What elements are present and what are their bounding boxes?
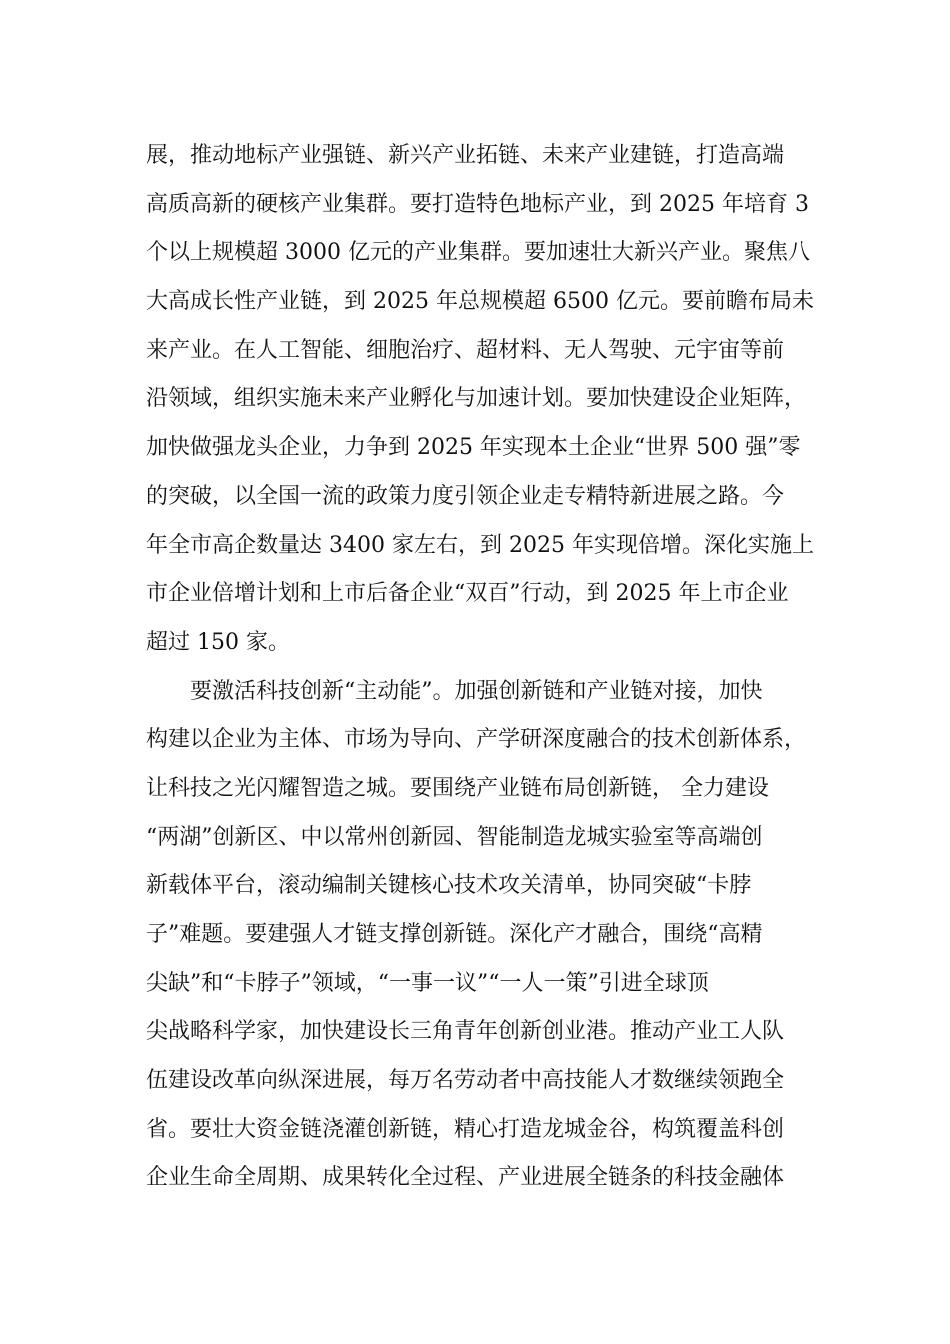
text-line: 展，推动地标产业强链、新兴产业拓链、未来产业建链，打造高端 — [146, 143, 785, 168]
text-line: 伍建设改革向纵深进展，每万名劳动者中高技能人才数继续领跑全 — [146, 1068, 785, 1094]
text-line: 尖战略科学家，加快建设长三角青年创新创业港。推动产业工人队 — [146, 1019, 785, 1045]
text-line: “两湖”创新区、中以常州创新园、智能制造龙城实验室等高端创 — [146, 824, 763, 850]
paragraph-1 — [146, 132, 814, 668]
paragraph-2 — [146, 668, 810, 1204]
text-line: 超过 150 家。 — [146, 629, 290, 655]
text-line: 构建以企业为主体、市场为导向、产学研深度融合的技术创新体系， — [146, 727, 807, 753]
body-text — [146, 132, 814, 1203]
text-line: 的突破，以全国一流的政策力度引领企业走专精特新进展之路。今 — [146, 483, 785, 509]
text-line: 大高成长性产业链，到 2025 年总规模超 6500 亿元。要前瞻布局未 — [146, 289, 814, 315]
text-line: 企业生命全周期、成果转化全过程、产业进展全链条的科技金融体 — [146, 1165, 785, 1191]
text-line: 尖缺”和“卡脖子”领域，“一事一议”“一人一策”引进全球顶 — [146, 970, 709, 996]
text-line: 来产业。在人工智能、细胞治疗、超材料、无人驾驶、元宇宙等前 — [146, 337, 785, 363]
text-line: 省。要壮大资金链浇灌创新链，精心打造龙城金谷，构筑覆盖科创 — [146, 1116, 785, 1142]
text-line: 子”难题。要建强人才链支撑创新链。深化产才融合，围绕“高精 — [146, 922, 763, 947]
text-line: 沿领域，组织实施未来产业孵化与加速计划。要加快建设企业矩阵， — [146, 386, 807, 412]
text-line: 新载体平台，滚动编制关键核心技术攻关清单，协同突破“卡脖 — [146, 873, 752, 899]
text-line: 让科技之光闪耀智造之城。要围绕产业链布局创新链， 全力建设 — [146, 775, 769, 801]
text-line: 加快做强龙头企业，力争到 2025 年实现本土企业“世界 500 强”零 — [146, 435, 801, 461]
text-line: 要激活科技创新“主动能”。加强创新链和产业链对接，加快 — [190, 678, 763, 704]
text-line: 市企业倍增计划和上市后备企业“双百”行动，到 2025 年上市企业 — [146, 581, 789, 607]
text-line: 年全市高企数量达 3400 家左右，到 2025 年实现倍增。深化实施上 — [146, 532, 814, 558]
text-line: 高质高新的硬核产业集群。要打造特色地标产业，到 2025 年培育 3 — [146, 191, 809, 217]
text-line: 个以上规模超 3000 亿元的产业集群。要加速壮大新兴产业。聚焦八 — [146, 240, 810, 266]
